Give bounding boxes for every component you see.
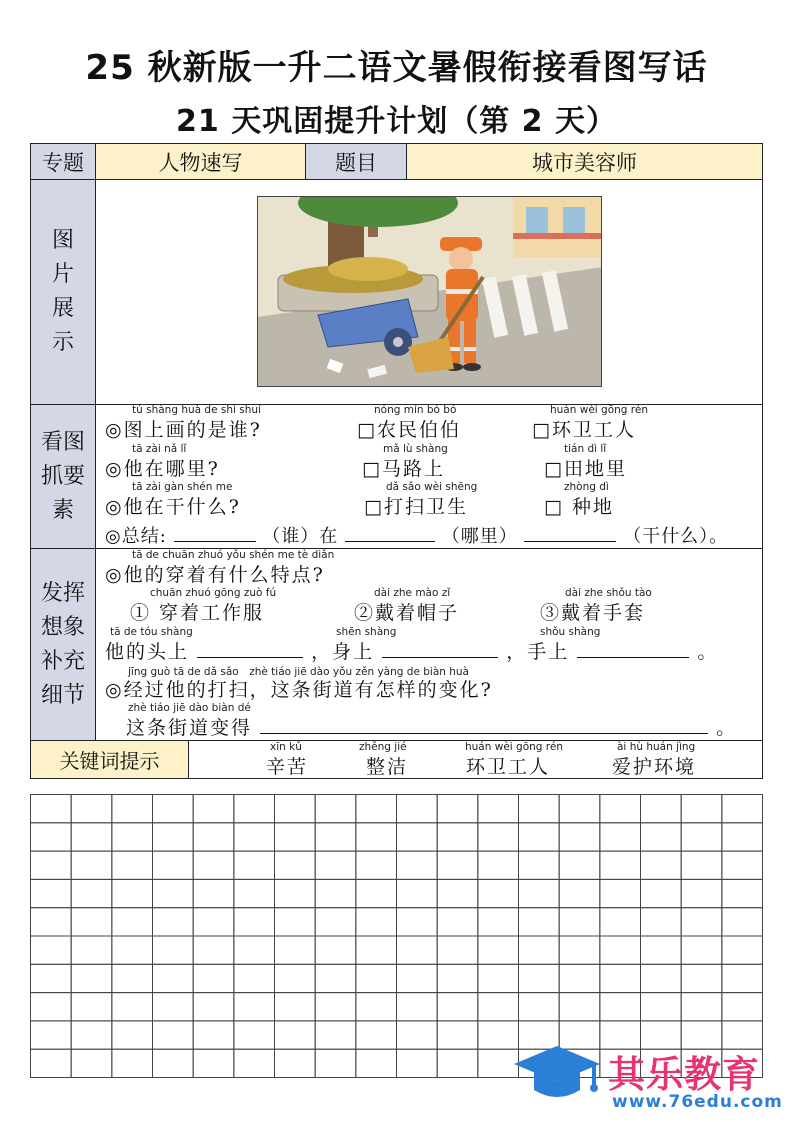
grid-cell[interactable] xyxy=(31,851,72,879)
summary-where-label: （哪里） xyxy=(441,526,518,547)
grid-cell[interactable] xyxy=(315,1049,356,1077)
grid-cell[interactable] xyxy=(641,993,682,1021)
q1-option2-checkbox[interactable]: □环卫工人 xyxy=(532,419,636,441)
keyword1-pinyin: xīn kǔ xyxy=(270,741,302,753)
grid-cell[interactable] xyxy=(397,795,438,823)
grid-cell[interactable] xyxy=(356,936,397,964)
graduation-cap-icon xyxy=(512,1044,602,1108)
q3-pinyin: tā zài gàn shén me xyxy=(132,481,233,493)
clothing-fill-end: 。 xyxy=(697,641,719,663)
grid-cell[interactable] xyxy=(397,936,438,964)
grid-cell[interactable] xyxy=(153,823,194,851)
grid-cell[interactable] xyxy=(275,1049,316,1077)
grid-cell[interactable] xyxy=(153,908,194,936)
choice1-pinyin: chuān zhuó gōng zuò fú xyxy=(150,587,277,599)
grid-cell[interactable] xyxy=(31,823,72,851)
change-fill-end: 。 xyxy=(716,717,738,739)
page-title-line1: 25 秋新版一升二语文暑假衔接看图写话 xyxy=(85,48,708,88)
summary-prefix: ◎总结: xyxy=(105,526,167,547)
grid-cell[interactable] xyxy=(193,993,234,1021)
grid-cell[interactable] xyxy=(600,993,641,1021)
grid-cell[interactable] xyxy=(641,964,682,992)
grid-cell[interactable] xyxy=(315,964,356,992)
topic-value: 人物速写 xyxy=(95,143,306,180)
change-fill-blank[interactable] xyxy=(260,717,708,734)
grid-cell[interactable] xyxy=(234,851,275,879)
grid-cell[interactable] xyxy=(112,879,153,907)
page-title-line2: 21 天巩固提升计划（第 2 天） xyxy=(176,104,617,139)
grid-cell[interactable] xyxy=(559,879,600,907)
grid-cell[interactable] xyxy=(559,936,600,964)
grid-cell[interactable] xyxy=(600,936,641,964)
summary-line xyxy=(105,522,728,548)
q2-option1-pinyin: mǎ lù shàng xyxy=(383,443,448,455)
grid-cell[interactable] xyxy=(153,851,194,879)
grid-cell[interactable] xyxy=(397,1021,438,1049)
subject-label: 题目 xyxy=(305,143,407,180)
grid-cell[interactable] xyxy=(722,823,763,851)
grid-cell[interactable] xyxy=(153,1021,194,1049)
grid-cell[interactable] xyxy=(681,879,722,907)
imagine-section-label xyxy=(30,548,96,741)
change-question-text: ◎经过他的打扫，这条街道有怎样的变化? xyxy=(105,679,493,701)
grid-cell[interactable] xyxy=(641,851,682,879)
head-pinyin: tā de tóu shàng xyxy=(110,626,193,638)
picture-label-char: 图 xyxy=(51,228,74,253)
change-fill-pinyin: zhè tiáo jiē dào biàn dé xyxy=(128,702,251,714)
head-blank[interactable] xyxy=(197,641,303,658)
grid-cell[interactable] xyxy=(71,993,112,1021)
grid-cell[interactable] xyxy=(356,1021,397,1049)
elements-label-line: 素 xyxy=(51,497,74,523)
grid-cell[interactable] xyxy=(519,851,560,879)
grid-cell[interactable] xyxy=(234,823,275,851)
grid-cell[interactable] xyxy=(559,795,600,823)
grid-cell[interactable] xyxy=(641,908,682,936)
grid-cell[interactable] xyxy=(193,851,234,879)
picture-label-char: 片 xyxy=(51,262,74,287)
grid-cell[interactable] xyxy=(437,823,478,851)
grid-cell[interactable] xyxy=(71,1021,112,1049)
hand-blank[interactable] xyxy=(577,641,689,658)
grid-cell[interactable] xyxy=(559,964,600,992)
grid-cell[interactable] xyxy=(112,851,153,879)
grid-cell[interactable] xyxy=(275,823,316,851)
grid-cell[interactable] xyxy=(153,993,194,1021)
grid-cell[interactable] xyxy=(112,795,153,823)
grid-cell[interactable] xyxy=(153,879,194,907)
q1-option1-checkbox[interactable]: □农民伯伯 xyxy=(357,419,461,441)
grid-cell[interactable] xyxy=(153,795,194,823)
grid-cell[interactable] xyxy=(681,993,722,1021)
grid-cell[interactable] xyxy=(31,795,72,823)
watermark-url: www.76edu.com xyxy=(612,1092,783,1112)
grid-cell[interactable] xyxy=(315,1021,356,1049)
keyword3-pinyin: huán wèi gōng rén xyxy=(465,741,563,753)
grid-cell[interactable] xyxy=(71,795,112,823)
summary-where-blank[interactable] xyxy=(345,525,435,542)
grid-cell[interactable] xyxy=(234,908,275,936)
body-blank[interactable] xyxy=(382,641,498,658)
grid-cell[interactable] xyxy=(153,936,194,964)
change-fill-line xyxy=(126,713,737,740)
grid-cell[interactable] xyxy=(71,823,112,851)
grid-cell[interactable] xyxy=(112,936,153,964)
grid-cell[interactable] xyxy=(641,795,682,823)
hand-pinyin: shǒu shàng xyxy=(540,626,601,638)
grid-cell[interactable] xyxy=(437,795,478,823)
grid-cell[interactable] xyxy=(234,964,275,992)
grid-cell[interactable] xyxy=(153,1049,194,1077)
grid-cell[interactable] xyxy=(356,964,397,992)
grid-cell[interactable] xyxy=(112,1049,153,1077)
grid-cell[interactable] xyxy=(234,795,275,823)
grid-cell[interactable] xyxy=(600,823,641,851)
grid-cell[interactable] xyxy=(193,936,234,964)
summary-who-blank[interactable] xyxy=(174,525,256,542)
grid-cell[interactable] xyxy=(559,908,600,936)
grid-cell[interactable] xyxy=(356,1049,397,1077)
grid-cell[interactable] xyxy=(519,879,560,907)
grid-cell[interactable] xyxy=(193,795,234,823)
clothing-question-text: ◎他的穿着有什么特点? xyxy=(105,564,325,586)
grid-cell[interactable] xyxy=(519,823,560,851)
grid-cell[interactable] xyxy=(478,851,519,879)
subject-value: 城市美容师 xyxy=(406,143,763,180)
grid-cell[interactable] xyxy=(275,851,316,879)
q2-text: ◎他在哪里? xyxy=(105,458,220,480)
grid-cell[interactable] xyxy=(315,879,356,907)
grid-cell[interactable] xyxy=(600,879,641,907)
grid-cell[interactable] xyxy=(234,1049,275,1077)
grid-cell[interactable] xyxy=(31,993,72,1021)
grid-cell[interactable] xyxy=(519,908,560,936)
summary-what-blank[interactable] xyxy=(524,525,616,542)
grid-cell[interactable] xyxy=(519,936,560,964)
choice2-pinyin: dài zhe mào zǐ xyxy=(374,587,451,599)
hand-label: ，手上 xyxy=(506,641,570,663)
grid-cell[interactable] xyxy=(356,908,397,936)
imagine-label-line: 发挥 xyxy=(40,580,85,606)
grid-cell[interactable] xyxy=(71,879,112,907)
grid-cell[interactable] xyxy=(275,964,316,992)
grid-cell[interactable] xyxy=(315,936,356,964)
keywords-label: 关键词提示 xyxy=(30,740,189,779)
grid-cell[interactable] xyxy=(559,823,600,851)
q2-option1-checkbox[interactable]: □马路上 xyxy=(362,458,445,480)
grid-cell[interactable] xyxy=(193,964,234,992)
q1-pinyin: tú shàng huà de shì shuí xyxy=(132,404,261,416)
picture-label-char: 示 xyxy=(51,330,74,355)
grid-cell[interactable] xyxy=(681,964,722,992)
clothing-question-pinyin: tā de chuān zhuó yǒu shén me tè diǎn xyxy=(132,549,335,561)
grid-cell[interactable] xyxy=(478,993,519,1021)
grid-cell[interactable] xyxy=(681,851,722,879)
keyword3-text: 环卫工人 xyxy=(466,756,551,778)
grid-cell[interactable] xyxy=(315,795,356,823)
grid-cell[interactable] xyxy=(600,908,641,936)
grid-cell[interactable] xyxy=(234,1021,275,1049)
grid-cell[interactable] xyxy=(112,908,153,936)
grid-cell[interactable] xyxy=(397,908,438,936)
keyword4-text: 爱护环境 xyxy=(612,756,697,778)
q2-option2-checkbox[interactable]: □田地里 xyxy=(544,458,627,480)
q1-option2-pinyin: huán wèi gōng rén xyxy=(550,404,648,416)
grid-cell[interactable] xyxy=(722,936,763,964)
grid-cell[interactable] xyxy=(641,879,682,907)
grid-cell[interactable] xyxy=(275,936,316,964)
grid-cell[interactable] xyxy=(437,964,478,992)
elements-label-line: 看图 xyxy=(40,429,85,455)
elements-label-line: 抓要 xyxy=(40,463,85,489)
grid-cell[interactable] xyxy=(31,964,72,992)
grid-cell[interactable] xyxy=(112,964,153,992)
grid-cell[interactable] xyxy=(397,993,438,1021)
grid-cell[interactable] xyxy=(71,1049,112,1077)
keyword2-text: 整洁 xyxy=(366,756,409,778)
grid-cell[interactable] xyxy=(275,908,316,936)
q1-text: ◎图上画的是谁? xyxy=(105,419,262,441)
grid-cell[interactable] xyxy=(397,851,438,879)
grid-cell[interactable] xyxy=(722,993,763,1021)
watermark-brand: 其乐教育 xyxy=(608,1053,760,1096)
grid-cell[interactable] xyxy=(356,879,397,907)
grid-cell[interactable] xyxy=(234,879,275,907)
grid-cell[interactable] xyxy=(315,823,356,851)
choice3-pinyin: dài zhe shǒu tào xyxy=(565,587,652,599)
grid-cell[interactable] xyxy=(31,879,72,907)
q3-text: ◎他在干什么? xyxy=(105,496,241,518)
grid-cell[interactable] xyxy=(193,1021,234,1049)
grid-cell[interactable] xyxy=(722,851,763,879)
grid-cell[interactable] xyxy=(437,1021,478,1049)
q3-option1-pinyin: dǎ sǎo wèi shēng xyxy=(386,481,478,493)
grid-cell[interactable] xyxy=(600,964,641,992)
imagine-label-line: 细节 xyxy=(40,682,85,708)
grid-cell[interactable] xyxy=(437,993,478,1021)
grid-cell[interactable] xyxy=(437,908,478,936)
grid-cell[interactable] xyxy=(397,964,438,992)
grid-cell[interactable] xyxy=(153,964,194,992)
grid-cell[interactable] xyxy=(681,936,722,964)
grid-cell[interactable] xyxy=(234,993,275,1021)
q2-pinyin: tā zài nǎ lǐ xyxy=(132,443,187,455)
imagine-label-line: 想象 xyxy=(40,614,85,640)
summary-what-label: （干什么）。 xyxy=(623,526,729,547)
keyword4-pinyin: ài hù huán jìng xyxy=(617,741,696,753)
grid-cell[interactable] xyxy=(31,908,72,936)
grid-cell[interactable] xyxy=(356,851,397,879)
q2-option2-pinyin: tián dì lǐ xyxy=(564,443,607,455)
grid-cell[interactable] xyxy=(437,1049,478,1077)
grid-cell[interactable] xyxy=(397,1049,438,1077)
grid-cell[interactable] xyxy=(478,795,519,823)
grid-cell[interactable] xyxy=(315,851,356,879)
grid-cell[interactable] xyxy=(275,879,316,907)
grid-cell[interactable] xyxy=(275,795,316,823)
grid-cell[interactable] xyxy=(193,908,234,936)
summary-who-label: （谁）在 xyxy=(262,526,339,547)
change-question-pinyin: jīng guò tā de dǎ sǎo zhè tiáo jiē dào yǒu zěn yàng de biàn huà xyxy=(128,666,469,678)
picture-section-label xyxy=(30,179,96,405)
grid-cell[interactable] xyxy=(437,879,478,907)
clothing-fill-line xyxy=(105,637,718,664)
grid-cell[interactable] xyxy=(722,795,763,823)
body-label: ，身上 xyxy=(311,641,375,663)
grid-cell[interactable] xyxy=(722,964,763,992)
imagine-label-line: 补充 xyxy=(40,648,85,674)
choice2-text: ②戴着帽子 xyxy=(354,602,460,624)
grid-cell[interactable] xyxy=(600,851,641,879)
grid-cell[interactable] xyxy=(275,993,316,1021)
grid-cell[interactable] xyxy=(519,993,560,1021)
grid-cell[interactable] xyxy=(519,964,560,992)
grid-cell[interactable] xyxy=(478,879,519,907)
grid-cell[interactable] xyxy=(193,1049,234,1077)
grid-cell[interactable] xyxy=(437,936,478,964)
grid-cell[interactable] xyxy=(478,936,519,964)
grid-cell[interactable] xyxy=(193,823,234,851)
grid-cell[interactable] xyxy=(356,993,397,1021)
grid-cell[interactable] xyxy=(722,879,763,907)
grid-cell[interactable] xyxy=(31,936,72,964)
q3-option2-pinyin: zhòng dì xyxy=(564,481,609,493)
q1-option1-pinyin: nóng mín bó bó xyxy=(374,404,457,416)
grid-cell[interactable] xyxy=(519,795,560,823)
grid-cell[interactable] xyxy=(71,936,112,964)
picture-label-char: 展 xyxy=(51,296,74,321)
grid-cell[interactable] xyxy=(681,823,722,851)
grid-cell[interactable] xyxy=(31,1021,72,1049)
keyword2-pinyin: zhěng jié xyxy=(359,741,407,753)
street-sweeper-illustration xyxy=(257,196,602,387)
grid-cell[interactable] xyxy=(478,908,519,936)
grid-cell[interactable] xyxy=(478,964,519,992)
grid-cell[interactable] xyxy=(478,823,519,851)
grid-cell[interactable] xyxy=(112,823,153,851)
grid-cell[interactable] xyxy=(641,823,682,851)
grid-cell[interactable] xyxy=(193,879,234,907)
grid-cell[interactable] xyxy=(559,993,600,1021)
grid-cell[interactable] xyxy=(234,936,275,964)
grid-cell[interactable] xyxy=(681,908,722,936)
grid-cell[interactable] xyxy=(559,851,600,879)
grid-cell[interactable] xyxy=(112,1021,153,1049)
grid-cell[interactable] xyxy=(315,993,356,1021)
grid-cell[interactable] xyxy=(71,964,112,992)
grid-cell[interactable] xyxy=(71,851,112,879)
q3-option2-checkbox[interactable]: □ 种地 xyxy=(544,496,614,518)
grid-cell[interactable] xyxy=(31,1049,72,1077)
choice3-text: ③戴着手套 xyxy=(540,602,646,624)
choice1-text: ① 穿着工作服 xyxy=(130,602,265,624)
grid-cell[interactable] xyxy=(356,823,397,851)
grid-cell[interactable] xyxy=(397,879,438,907)
body-pinyin: shēn shàng xyxy=(336,626,397,638)
grid-cell[interactable] xyxy=(681,795,722,823)
grid-cell[interactable] xyxy=(437,851,478,879)
grid-cell[interactable] xyxy=(112,993,153,1021)
topic-label: 专题 xyxy=(30,143,96,180)
writing-grid[interactable] xyxy=(30,794,763,1078)
grid-cell[interactable] xyxy=(600,795,641,823)
grid-cell[interactable] xyxy=(641,936,682,964)
change-fill-label: 这条街道变得 xyxy=(126,717,253,739)
q3-option1-checkbox[interactable]: □打扫卫生 xyxy=(364,496,468,518)
grid-cell[interactable] xyxy=(71,908,112,936)
elements-section-label xyxy=(30,404,96,549)
keyword1-text: 辛苦 xyxy=(266,756,309,778)
grid-cell[interactable] xyxy=(356,795,397,823)
head-label: 他的头上 xyxy=(105,641,190,663)
grid-cell[interactable] xyxy=(722,908,763,936)
grid-cell[interactable] xyxy=(397,823,438,851)
grid-cell[interactable] xyxy=(315,908,356,936)
grid-cell[interactable] xyxy=(275,1021,316,1049)
